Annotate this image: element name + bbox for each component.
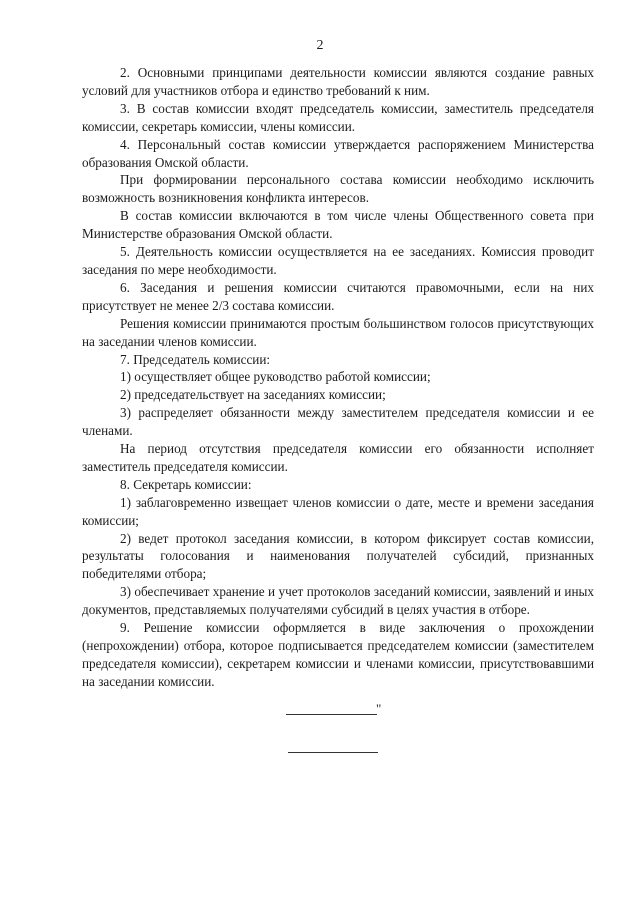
paragraph-7-item-2: 2) председательствует на заседаниях комиссии; (120, 387, 386, 403)
paragraph-4: 4. Персональный состав комиссии утверждается распоряжением Министерства образования Омской области. (82, 136, 594, 170)
paragraph-6: 6. Заседания и решения комиссии считаются правомочными, если на них присутствует не менее 2/3 состава комиссии. (82, 279, 594, 313)
paragraph-7: 7. Председатель комиссии: (120, 351, 271, 367)
paragraph-5: 5. Деятельность комиссии осуществляется на ее заседаниях. Комиссия проводит заседания по мере необходимости. (82, 244, 594, 277)
paragraph-8: 8. Секретарь комиссии: (120, 476, 252, 492)
paragraph-3: 3. В состав комиссии входят председатель комиссии, заместитель председателя комиссии, секретарь комиссии, члены комиссии. (82, 100, 594, 134)
paragraph-6-voting: Решения комиссии принимаются простым большинством голосов присутствующих на заседании членов комиссии. (82, 315, 594, 349)
paragraph-9: 9. Решение комиссии оформляется в виде заключения о прохождении (непрохождении) отбора, которое подписывается председателем комиссии (заместителем председателя комиссии), секретарем комиссии и членами комиссии, присутствовавшими на заседании комиссии. (82, 620, 594, 689)
paragraph-7-absence: На период отсутствия председателя комиссии его обязанности исполняет заместитель председателя комиссии. (82, 441, 594, 474)
document-body (82, 64, 594, 691)
paragraph-8-item-1: 1) заблаговременно извещает членов комиссии о дате, месте и времени заседания комиссии; (82, 494, 594, 528)
paragraph-7-item-3: 3) распределяет обязанности между заместителем председателя комиссии и ее членами. (82, 405, 594, 439)
closing-separators (0, 700, 640, 780)
page-number: 2 (316, 38, 324, 53)
paragraph-2: 2. Основными принципами деятельности комиссии являются создание равных условий для участников отбора и единство требований к ним. (82, 65, 594, 98)
end-line (288, 752, 378, 753)
paragraph-4-public-council: В состав комиссии включаются в том числе члены Общественного совета при Министерстве образования Омской области. (82, 208, 594, 242)
paragraph-7-item-1: 1) осуществляет общее руководство работой комиссии; (120, 369, 431, 385)
paragraph-4-conflict: При формировании персонального состава комиссии необходимо исключить возможность возникновения конфликта интересов. (82, 172, 594, 206)
closing-quote-mark: " (376, 701, 382, 716)
paragraph-8-item-2: 2) ведет протокол заседания комиссии, в котором фиксирует состав комиссии, результаты голосования и наименования получателей субсидий, признанных победителями отбора; (82, 530, 594, 582)
paragraph-8-item-3: 3) обеспечивает хранение и учет протоколов заседаний комиссии, заявлений и иных документов, представляемых получателями субсидий в целях участия в отборе. (82, 584, 594, 618)
closing-line (286, 714, 377, 715)
